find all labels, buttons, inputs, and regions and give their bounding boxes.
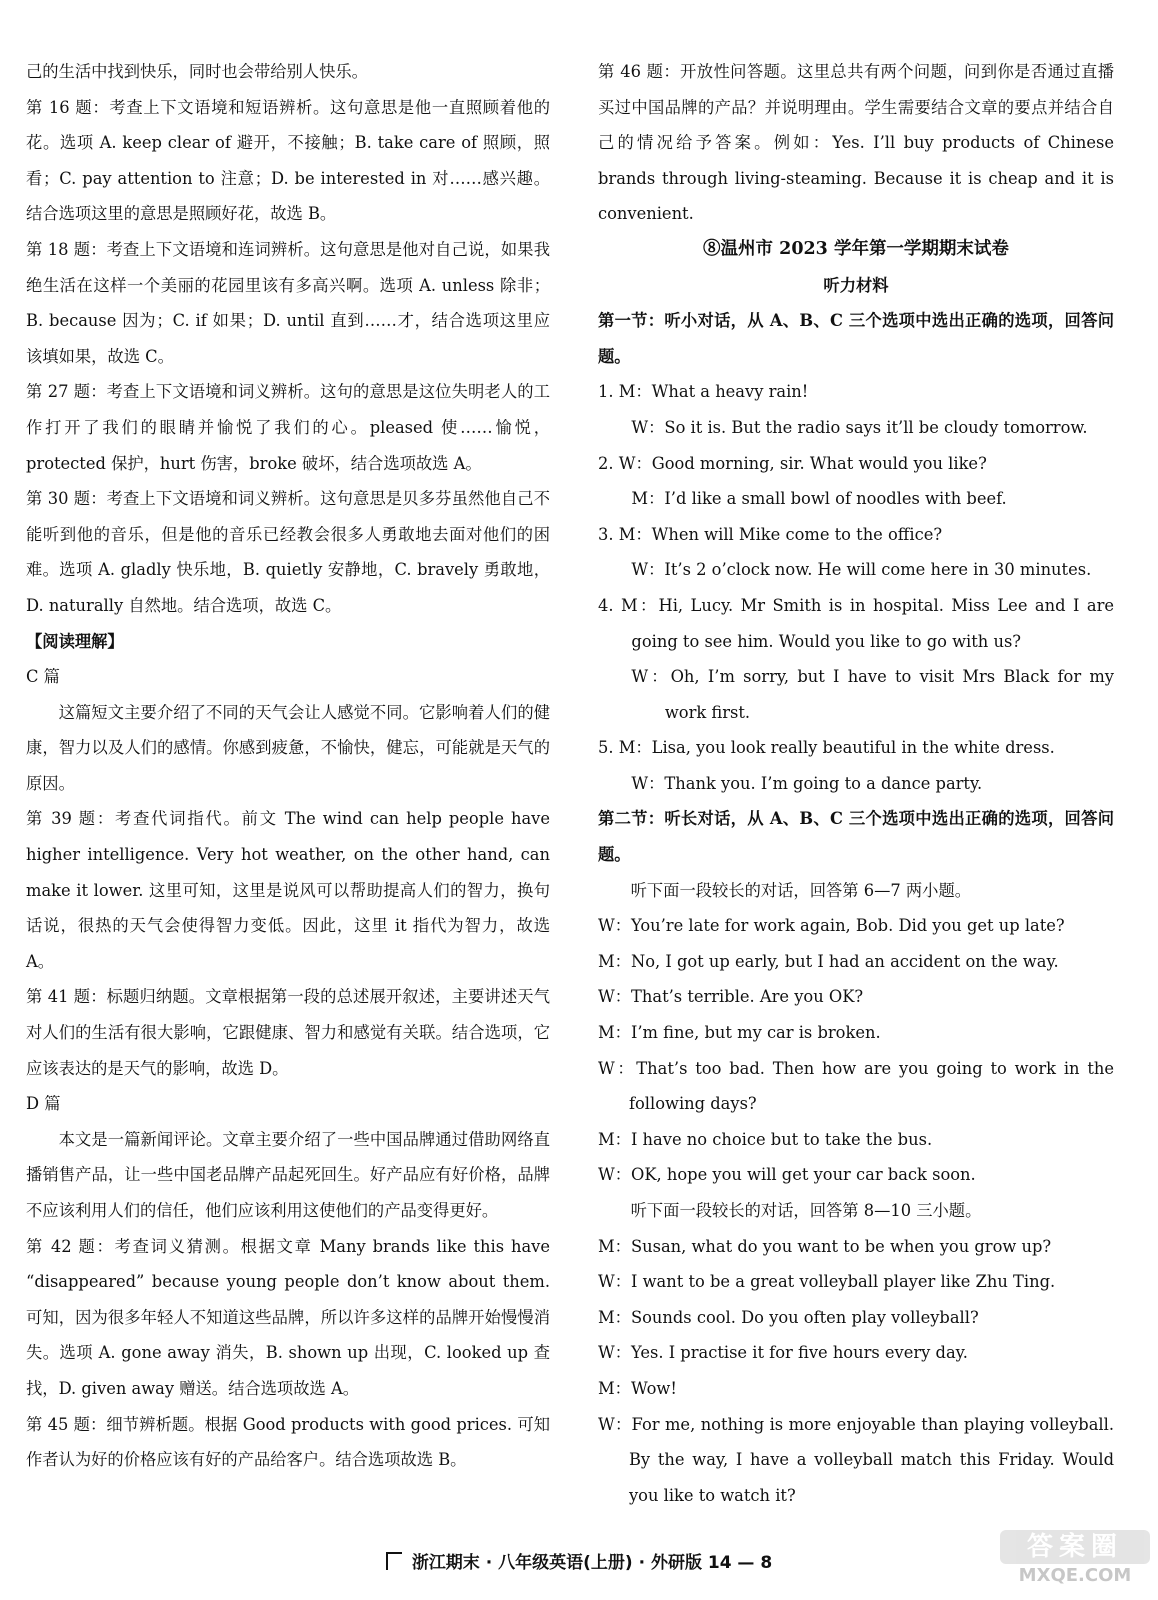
dialogue-line: W：Yes. I practise it for five hours every day. xyxy=(598,1343,968,1363)
dialogue-line: M：Susan, what do you want to be when you grow up? xyxy=(598,1236,1052,1256)
listening-material-title: 听力材料 xyxy=(823,275,889,295)
dialogue-line: M：I’d like a small bowl of noodles with beef. xyxy=(631,489,1007,509)
dialogue-line: M：No, I got up early, but I had an accident on the way. xyxy=(598,951,1059,971)
dialogue-line: 2. W：Good morning, sir. What would you like? xyxy=(598,453,987,473)
dialogue-line: M：Sounds cool. Do you often play volleyball? xyxy=(598,1307,979,1327)
section-heading-reading: 【阅读理解】 xyxy=(26,631,124,651)
dialogue-line: M：I’m fine, but my car is broken. xyxy=(598,1023,881,1043)
paragraph-continuation: 己的生活中找到快乐，同时也会带给别人快乐。 xyxy=(26,62,368,81)
explanation-q39: 第 39 题：考查代词指代。前文 The wind can help people have higher intelligence. Very hot weather, on the other hand, can make it lower. 这里可知，这里是说风可以帮助提高人们的智力，换句话说，很热的天气会使得智力变低。因此，这里 it 指代为智力，故选 A。 xyxy=(26,809,550,971)
explanation-q42: 第 42 题：考查词义猜测。根据文章 Many brands like this have “disappeared” because young people don’t know about them. 可知，因为很多年轻人不知道这些品牌，所以许多这样的品牌开始慢慢消失。选项 A. gone away 消失，B. shown up 出现，C. looked up 查找，D. given away 赠送。结合选项故选 A。 xyxy=(26,1236,550,1398)
passage-label-c: C 篇 xyxy=(26,667,60,687)
section-1-heading: 第一节：听小对话，从 A、B、C 三个选项中选出正确的选项，回答问题。 xyxy=(598,311,1114,366)
corner-bracket-icon xyxy=(386,1552,402,1570)
dialogue-line: W：It’s 2 o’clock now. He will come here in 30 minutes. xyxy=(631,560,1092,580)
footer-text: 浙江期末 · 八年级英语(上册) · 外研版 14 — 8 xyxy=(411,1553,773,1573)
left-column xyxy=(26,54,550,1478)
dialogue-line: W：That’s too bad. Then how are you going to work in the following days? xyxy=(598,1058,1114,1114)
site-watermark-logo xyxy=(1000,1530,1150,1592)
dialogue-line: 4. M：Hi, Lucy. Mr Smith is in hospital. Miss Lee and I are going to see him. Would you like to go with us? xyxy=(598,595,1114,651)
page-footer xyxy=(0,1548,1158,1573)
right-column xyxy=(598,54,1114,1513)
explanation-q46: 第 46 题：开放性问答题。这里总共有两个问题，问到你是否通过直播买过中国品牌的产品？并说明理由。学生需要结合文章的要点并结合自己的情况给予答案。例如：Yes. I’ll buy products of Chinese brands through living-steaming. Because it is cheap and it is convenient. xyxy=(598,62,1114,224)
watermark-url: MXQE.COM xyxy=(1018,1565,1132,1586)
exam-title: ⑧温州市 2023 学年第一学期期末试卷 xyxy=(703,238,1009,259)
passage-label-d: D 篇 xyxy=(26,1094,61,1114)
dialogue-line: 1. M：What a heavy rain! xyxy=(598,382,809,402)
section-2-heading: 第二节：听长对话，从 A、B、C 三个选项中选出正确的选项，回答问题。 xyxy=(598,809,1114,865)
dialogue-line: W：Thank you. I’m going to a dance party. xyxy=(631,773,983,793)
dialogue-line: W：So it is. But the radio says it’ll be cloudy tomorrow. xyxy=(631,417,1088,437)
dialogue-line: 5. M：Lisa, you look really beautiful in the white dress. xyxy=(598,738,1055,758)
dialogue-line: W：OK, hope you will get your car back soon. xyxy=(598,1165,976,1185)
dialogue-line: 3. M：When will Mike come to the office? xyxy=(598,524,943,544)
explanation-q30: 第 30 题：考查上下文语境和词义辨析。这句意思是贝多芬虽然他自己不能听到他的音乐，但是他的音乐已经教会很多人勇敢地去面对他们的困难。选项 A. gladly 快乐地，B. quietly 安静地，C. bravely 勇敢地，D. naturally 自然地。结合选项，故选 C。 xyxy=(26,489,550,615)
dialogue-line: W：For me, nothing is more enjoyable than playing volleyball. By the way, I have a volleyball match this Friday. Would you like to watch it? xyxy=(598,1414,1114,1505)
passage-c-summary: 这篇短文主要介绍了不同的天气会让人感觉不同。它影响着人们的健康，智力以及人们的感情。你感到疲惫，不愉快，健忘，可能就是天气的原因。 xyxy=(26,702,550,793)
explanation-q16: 第 16 题：考查上下文语境和短语辨析。这句意思是他一直照顾着他的花。选项 A. keep clear of 避开，不接触；B. take care of 照顾，照看；C. pay attention to 注意；D. be interested in 对……感兴趣。结合选项这里的意思是照顾好花，故选 B。 xyxy=(26,97,550,224)
explanation-q18: 第 18 题：考查上下文语境和连词辨析。这句意思是他对自己说，如果我绝生活在这样一个美丽的花园里该有多高兴啊。选项 A. unless 除非；B. because 因为；C. if 如果；D. until 直到……才，结合选项这里应该填如果，故选 C。 xyxy=(26,239,550,366)
dialogue-line: W：That’s terrible. Are you OK? xyxy=(598,987,864,1007)
long-dialogue-intro-1: 听下面一段较长的对话，回答第 6—7 两小题。 xyxy=(630,880,972,900)
dialogue-line: W：I want to be a great volleyball player like Zhu Ting. xyxy=(598,1272,1056,1292)
dialogue-line: W：Oh, I’m sorry, but I have to visit Mrs Black for my work first. xyxy=(631,667,1114,722)
explanation-q45: 第 45 题：细节辨析题。根据 Good products with good prices. 可知作者认为好的价格应该有好的产品给客户。结合选项故选 B。 xyxy=(26,1414,550,1470)
explanation-q27: 第 27 题：考查上下文语境和词义辨析。这句的意思是这位失明老人的工作打开了我们的眼睛并愉悦了我们的心。pleased 使……愉悦，protected 保护，hurt 伤害，broke 破坏，结合选项故选 A。 xyxy=(26,382,550,473)
watermark-logo-text: 答案圈 xyxy=(1000,1530,1150,1564)
explanation-q41: 第 41 题：标题归纳题。文章根据第一段的总述展开叙述，主要讲述天气对人们的生活有很大影响，它跟健康、智力和感觉有关联。结合选项，它应该表达的是天气的影响，故选 D。 xyxy=(26,987,550,1078)
dialogue-line: W：You’re late for work again, Bob. Did you get up late? xyxy=(598,916,1065,936)
dialogue-line: M：I have no choice but to take the bus. xyxy=(598,1129,933,1149)
passage-d-summary: 本文是一篇新闻评论。文章主要介绍了一些中国品牌通过借助网络直播销售产品，让一些中国老品牌产品起死回生。好产品应有好价格，品牌不应该利用人们的信任，他们应该利用这使他们的产品变得更好。 xyxy=(26,1129,550,1220)
long-dialogue-intro-2: 听下面一段较长的对话，回答第 8—10 三小题。 xyxy=(630,1201,982,1220)
dialogue-line: M：Wow! xyxy=(598,1378,677,1398)
